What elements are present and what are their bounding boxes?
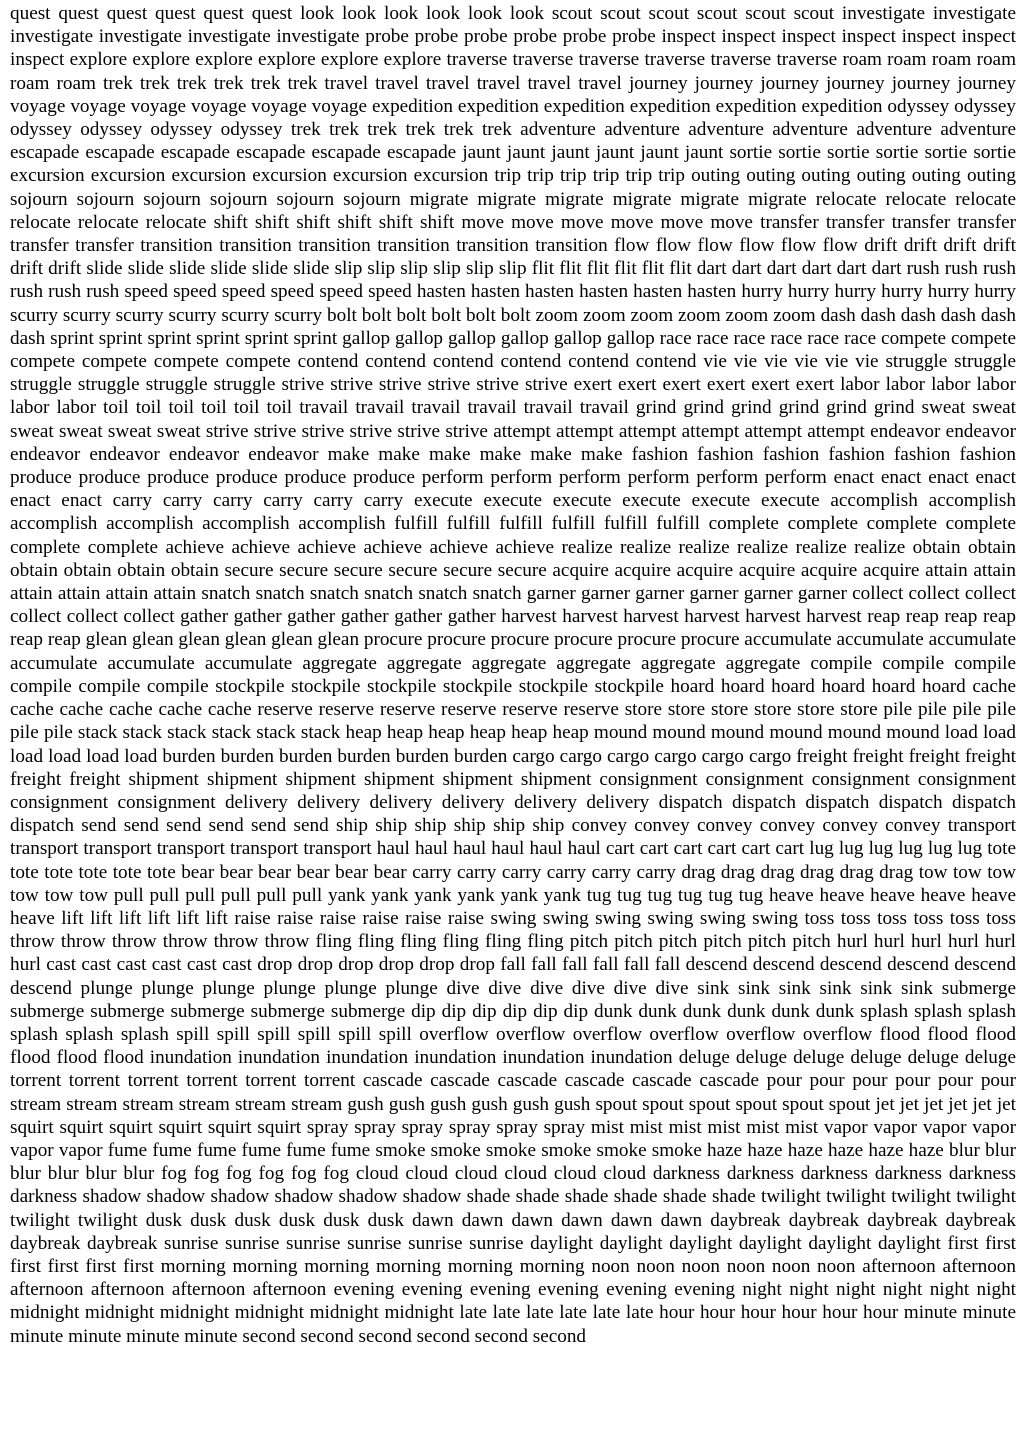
body-text: quest quest quest quest quest quest look look look look look look scout scout scout scout scout scout investigate investigate investigate investigate investigate investigate probe probe probe probe probe probe inspect inspect inspect inspect inspect inspect inspect explore explore explore explore explore explore traverse traverse traverse traverse traverse traverse roam roam roam roam roam roam trek trek trek trek trek trek travel travel travel travel travel travel journey journey journey journey journey journey voyage voyage voyage voyage voyage voyage expedition expedition expedition expedition expedition expedition odyssey odyssey odyssey odyssey odyssey odyssey trek trek trek trek trek trek adventure adventure adventure adventure adventure adventure escapade escapade escapade escapade escapade escapade jaunt jaunt jaunt jaunt jaunt jaunt sortie sortie sortie sortie sortie sortie excursion excursion excursion excursion excursion excursion trip trip trip trip trip trip outing outing outing outing outing outing sojourn sojourn sojourn sojourn sojourn sojourn migrate migrate migrate migrate migrate migrate relocate relocate relocate relocate relocate relocate shift shift shift shift shift shift move move move move move move transfer transfer transfer transfer transfer transfer transition transition transition transition transition transition flow flow flow flow flow flow drift drift drift drift drift drift slide slide slide slide slide slide slip slip slip slip slip slip flit flit flit flit flit flit dart dart dart dart dart dart rush rush rush rush rush rush speed speed speed speed speed speed hasten hasten hasten hasten hasten hasten hurry hurry hurry hurry hurry hurry scurry scurry scurry scurry scurry scurry bolt bolt bolt bolt bolt bolt zoom zoom zoom zoom zoom zoom dash dash dash dash dash dash sprint sprint sprint sprint sprint sprint gallop gallop gallop gallop gallop gallop race race race race race race compete compete compete compete compete compete contend contend contend contend contend contend vie vie vie vie vie vie struggle struggle struggle struggle struggle struggle strive strive strive strive strive strive exert exert exert exert exert exert labor labor labor labor labor labor toil toil toil toil toil toil travail travail travail travail travail travail grind grind grind grind grind grind sweat sweat sweat sweat sweat sweat strive strive strive strive strive strive attempt attempt attempt attempt attempt attempt endeavor endeavor endeavor endeavor endeavor endeavor make make make make make make fashion fashion fashion fashion fashion fashion produce produce produce produce produce produce perform perform perform perform perform perform enact enact enact enact enact enact carry carry carry carry carry carry execute execute execute execute execute execute accomplish accomplish accomplish accomplish accomplish accomplish fulfill fulfill fulfill fulfill fulfill fulfill complete complete complete complete complete complete achieve achieve achieve achieve achieve achieve realize realize realize realize realize realize obtain obtain obtain obtain obtain obtain secure secure secure secure secure secure acquire acquire acquire acquire acquire acquire attain attain attain attain attain attain snatch snatch snatch snatch snatch snatch garner garner garner garner garner garner collect collect collect collect collect collect gather gather gather gather gather gather harvest harvest harvest harvest harvest harvest reap reap reap reap reap reap glean glean glean glean glean glean procure procure procure procure procure procure accumulate accumulate accumulate accumulate accumulate accumulate aggregate aggregate aggregate aggregate aggregate aggregate compile compile compile compile compile compile stockpile stockpile stockpile stockpile stockpile stockpile hoard hoard hoard hoard hoard hoard cache cache cache cache cache cache reserve reserve reserve reserve reserve reserve store store store store store store pile pile pile pile pile pile stack stack stack stack stack stack heap heap heap heap heap heap mound mound mound mound mound mound load load load load load load burden burden burden burden burden burden cargo cargo cargo cargo cargo cargo freight freight freight freight freight freight shipment shipment shipment shipment shipment shipment consignment consignment consignment consignment consignment consignment delivery delivery delivery delivery delivery delivery dispatch dispatch dispatch dispatch dispatch dispatch send send send send send send ship ship ship ship ship ship convey convey convey convey convey convey transport transport transport transport transport transport haul haul haul haul haul haul cart cart cart cart cart cart lug lug lug lug lug lug tote tote tote tote tote tote bear bear bear bear bear bear carry carry carry carry carry carry drag drag drag drag drag drag tow tow tow tow tow tow pull pull pull pull pull pull yank yank yank yank yank yank tug tug tug tug tug tug heave heave heave heave heave heave lift lift lift lift lift lift raise raise raise raise raise raise swing swing swing swing swing swing toss toss toss toss toss toss throw throw throw throw throw throw fling fling fling fling fling fling pitch pitch pitch pitch pitch pitch hurl hurl hurl hurl hurl hurl cast cast cast cast cast cast drop drop drop drop drop drop fall fall fall fall fall fall descend descend descend descend descend descend plunge plunge plunge plunge plunge plunge dive dive dive dive dive dive sink sink sink sink sink sink submerge submerge submerge submerge submerge submerge dip dip dip dip dip dip dunk dunk dunk dunk dunk dunk splash splash splash splash splash splash spill spill spill spill spill spill overflow overflow overflow overflow overflow overflow flood flood flood flood flood flood inundation inundation inundation inundation inundation inundation deluge deluge deluge deluge deluge deluge torrent torrent torrent torrent torrent torrent cascade cascade cascade cascade cascade cascade pour pour pour pour pour pour stream stream stream stream stream stream gush gush gush gush gush gush spout spout spout spout spout spout jet jet jet jet jet jet squirt squirt squirt squirt squirt squirt spray spray spray spray spray spray mist mist mist mist mist mist vapor vapor vapor vapor vapor vapor fume fume fume fume fume fume smoke smoke smoke smoke smoke smoke haze haze haze haze haze haze blur blur blur blur blur blur fog fog fog fog fog fog cloud cloud cloud cloud cloud cloud darkness darkness darkness darkness darkness darkness shadow shadow shadow shadow shadow shadow shade shade shade shade shade shade twilight twilight twilight twilight twilight twilight dusk dusk dusk dusk dusk dusk dawn dawn dawn dawn dawn dawn daybreak daybreak daybreak daybreak daybreak daybreak sunrise sunrise sunrise sunrise sunrise sunrise daylight daylight daylight daylight daylight daylight first first first first first first morning morning morning morning morning morning noon noon noon noon noon noon afternoon afternoon afternoon afternoon afternoon afternoon evening evening evening evening evening evening night night night night night night midnight midnight midnight midnight midnight midnight late late late late late late hour hour hour hour hour hour minute minute minute minute minute minute second second second second second second [10, 3, 1016, 1347]
